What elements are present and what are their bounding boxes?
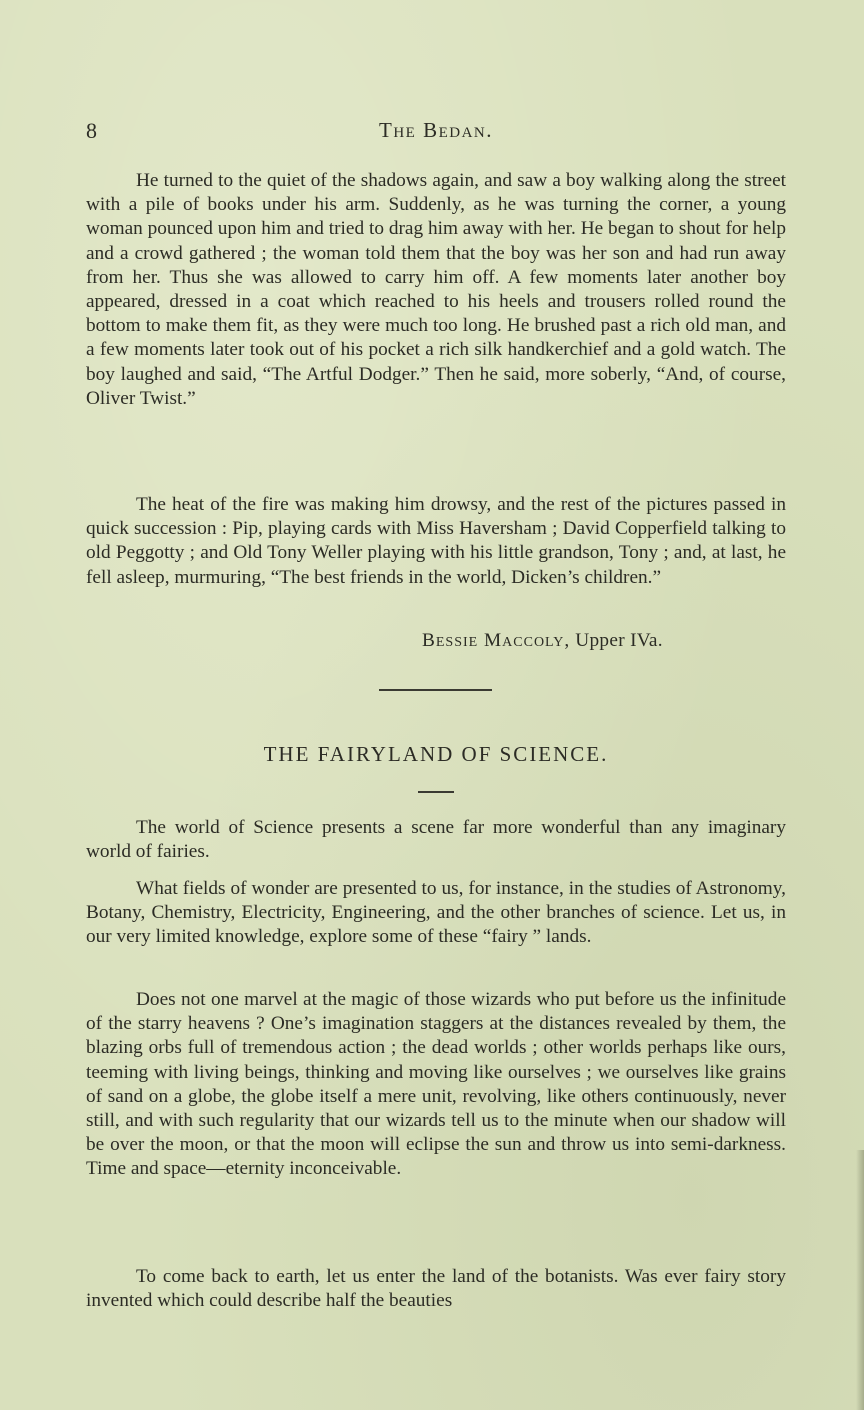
page-header [86, 118, 786, 148]
science-paragraph-3 [86, 988, 786, 1182]
science-paragraph-1 [86, 816, 786, 864]
science-paragraph-2 [86, 877, 786, 950]
story-paragraph-2 [86, 493, 786, 590]
paragraph-text: What fields of wonder are presented to us, for instance, in the studies of Astronomy, Botany, Chemistry, Electricity, Engineering, and the other branches of science. Let us, in our very limited knowledge, explore some of these “fairy ” lands. [86, 878, 786, 948]
author-signature [422, 630, 663, 652]
article-title: THE FAIRYLAND OF SCIENCE. [263, 742, 609, 766]
paragraph-text: To come back to earth, let us enter the land of the botanists. Was ever fairy story invented which could describe half the beauties [86, 1266, 786, 1312]
author-name: Bessie Maccoly, [422, 630, 571, 651]
paragraph-text: He turned to the quiet of the shadows again, and saw a boy walking along the street with a pile of books under his arm. Suddenly, as he was turning the corner, a young woman pounced upon him and tried to drag him away with her. He began to shout for help and a crowd gathered ; the woman told them that the boy was her son and had run away from her. Thus she was allowed to carry him off. A few moments later another boy appeared, dressed in a coat which reached to his heels and trousers rolled round the bottom to make them fit, as they were much too long. He brushed past a rich old man, and a few moments later took out of his pocket a rich silk handkerchief and a gold watch. The boy laughed and said, “The Artful Dodger.” Then he said, more soberly, “And, of course, Oliver Twist.” [86, 170, 786, 409]
page-number: 8 [86, 118, 97, 143]
title-underline [418, 791, 454, 793]
story-paragraph-1 [86, 169, 786, 411]
running-head: The Bedan. [379, 118, 493, 142]
science-paragraph-4 [86, 1265, 786, 1313]
paragraph-text: The world of Science presents a scene far more wonderful than any imaginary world of fairies. [86, 817, 786, 863]
paragraph-text: The heat of the fire was making him drowsy, and the rest of the pictures passed in quick succession : Pip, playing cards with Miss Haversham ; David Copperfield talking to old Peggotty ; and Old Tony Weller playing with his little grandson, Tony ; and, at last, he fell asleep, murmuring, “The best friends in the world, Dicken’s children.” [86, 494, 786, 588]
section-divider [379, 689, 492, 691]
paragraph-text: Does not one marvel at the magic of those wizards who put before us the infinitude of the starry heavens ? One’s imagination staggers at the distances revealed by them, the blazing orbs full of tremendous action ; the dead worlds ; other worlds perhaps like ours, teeming with living beings, thinking and moving like ourselves ; we ourselves like grains of sand on a globe, the globe itself a mere unit, revolving, like others continuously, never still, and with such regularity that our wizards tell us to the minute when our shadow will be over the moon, or that the moon will eclipse the sun and throw us into semi-darkness. Time and space—eternity inconceivable. [86, 989, 786, 1180]
page-edge-shadow [856, 1150, 864, 1410]
author-form: Upper IVa. [575, 630, 663, 651]
